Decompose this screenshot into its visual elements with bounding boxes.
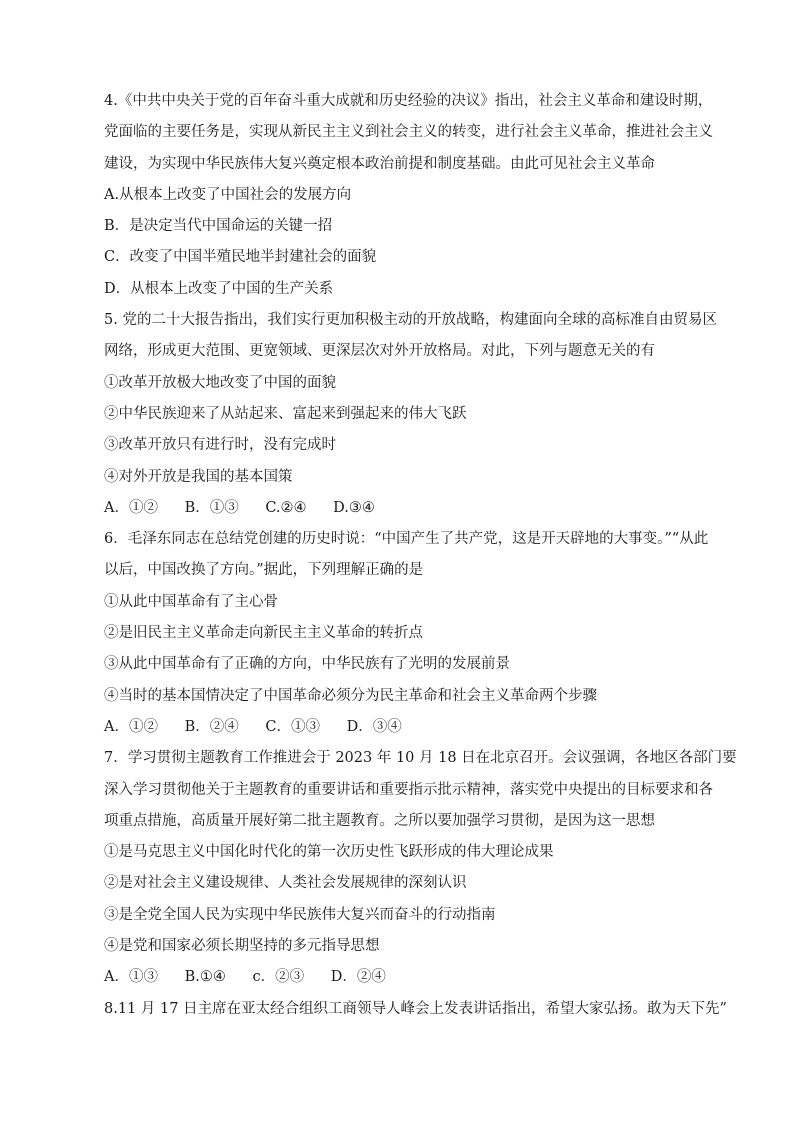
question-8 (104, 994, 727, 1025)
option-d: D．③④ (346, 718, 402, 735)
statement-3: ③改革开放只有进行时，没有完成时 (104, 437, 336, 454)
option-d: D．②④ (330, 969, 386, 986)
question-stem-line: 网络，形成更大范围、更宽领域、更深层次对外开放格局。对此，下列与题意无关的有 (104, 343, 655, 360)
statement-1: ①是马克思主义中国化时代化的第一次历史性飞跃形成的伟大理论成果 (104, 844, 554, 861)
choice-c: C．改变了中国半殖民地半封建社会的面貌 (104, 249, 377, 266)
option-c: c．②③ (252, 969, 305, 986)
question-stem-line: 5. 党的二十大报告指出，我们实行更加积极主动的开放战略，构建面向全球的高标准自由贸易区 (104, 312, 717, 329)
question-stem-line: 深入学习贯彻他关于主题教育的重要讲话和重要指示批示精神，落实党中央提出的目标要求和各 (104, 781, 713, 798)
option-a: A．①② (104, 718, 158, 735)
option-c: C.②④ (265, 499, 307, 516)
answer-options (104, 493, 704, 524)
question-4 (104, 86, 713, 305)
exam-page (104, 86, 737, 1025)
statement-3: ③从此中国革命有了正确的方向，中华民族有了光明的发展前景 (104, 656, 510, 673)
statement-1: ①改革开放极大地改变了中国的面貌 (104, 374, 336, 391)
question-7 (104, 743, 737, 993)
choice-b: B．是决定当代中国命运的关键一招 (104, 218, 333, 235)
answer-options (104, 962, 704, 993)
statement-3: ③是全党全国人民为实现中华民族伟大复兴而奋斗的行动指南 (104, 906, 496, 923)
question-stem-line: 4.《中共中央关于党的百年奋斗重大成就和历史经验的决议》指出，社会主义革命和建设时期， (104, 93, 713, 109)
question-5 (104, 305, 717, 524)
statement-1: ①从此中国革命有了主心骨 (104, 593, 278, 610)
option-b: B．①③ (184, 499, 239, 516)
answer-options (104, 712, 704, 743)
statement-4: ④对外开放是我国的基本国策 (104, 468, 293, 485)
option-c: C．①③ (265, 718, 320, 735)
choice-d: D．从根本上改变了中国的生产关系 (104, 280, 334, 297)
question-6 (104, 524, 709, 743)
statement-2: ②中华民族迎来了从站起来、富起来到强起来的伟大飞跃 (104, 405, 467, 422)
option-a: A．①③ (104, 969, 158, 986)
question-stem-line: 党面临的主要任务是，实现从新民主主义到社会主义的转变，进行社会主义革命，推进社会主义 (104, 124, 713, 141)
question-stem-line: 以后，中国改换了方向。”据此，下列理解正确的是 (104, 562, 424, 579)
question-stem-line: 8.11 月 17 日主席在亚太经合组织工商领导人峰会上发表讲话指出，希望大家弘扬。敢为天下先” (104, 1000, 727, 1017)
choice-a: A.从根本上改变了中国社会的发展方向 (104, 186, 352, 203)
option-a: A．①② (104, 499, 158, 516)
question-stem-line: 建设，为实现中华民族伟大复兴奠定根本政治前提和制度基础。由此可见社会主义革命 (104, 155, 655, 172)
statement-2: ②是旧民主主义革命走向新民主主义革命的转折点 (104, 625, 423, 642)
option-b: B.①④ (184, 969, 226, 986)
option-b: B．②④ (184, 718, 239, 735)
statement-2: ②是对社会主义建设规律、人类社会发展规律的深刻认识 (104, 875, 467, 892)
statement-4: ④是党和国家必须长期坚持的多元指导思想 (104, 938, 380, 955)
question-stem-line: 项重点措施，高质量开展好第二批主题教育。之所以要加强学习贯彻，是因为这一思想 (104, 812, 655, 829)
option-d: D.③④ (333, 499, 375, 516)
question-stem-line: 6．毛泽东同志在总结党创建的历史时说：“中国产生了共产党，这是开天辟地的大事变。”“从此 (104, 531, 709, 548)
question-stem-line: 7．学习贯彻主题教育工作推进会于 2023 年 10 月 18 日在北京召开。会议强调，各地区各部门要 (104, 750, 737, 767)
statement-4: ④当时的基本国情决定了中国革命必须分为民主革命和社会主义革命两个步骤 (104, 687, 597, 704)
